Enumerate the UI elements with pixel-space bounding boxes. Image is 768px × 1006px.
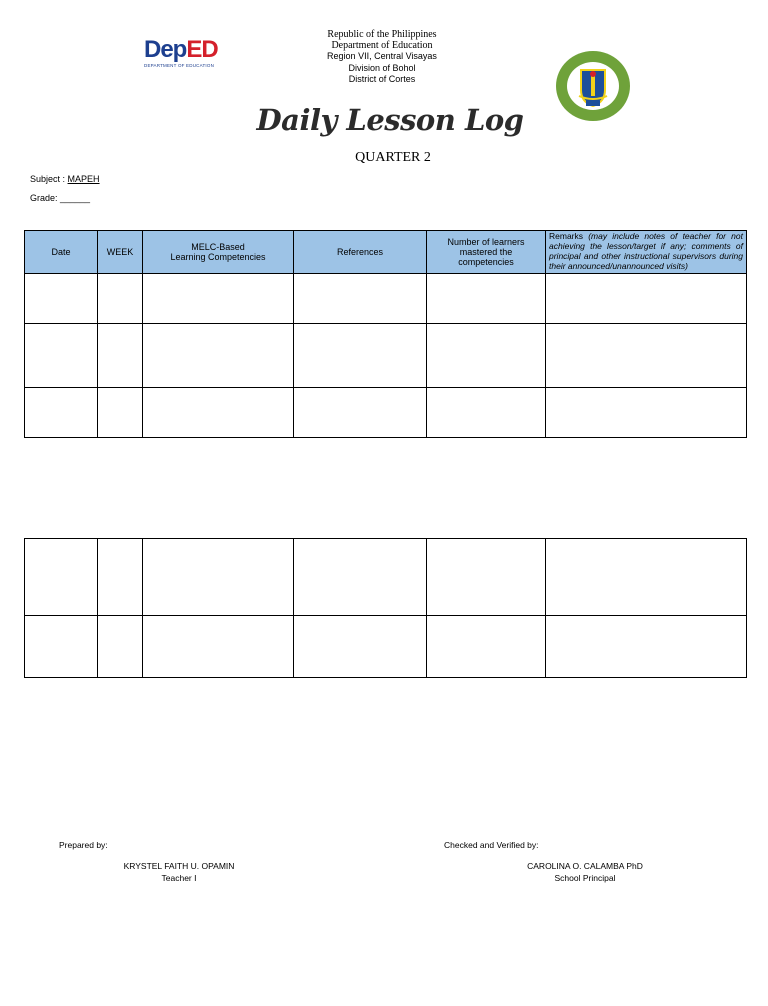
- checked-by-name: CAROLINA O. CALAMBA PhD: [527, 861, 643, 871]
- letterhead-line-department: Department of Education: [331, 40, 433, 52]
- subject-label: Subject :: [30, 174, 66, 184]
- cell-learners[interactable]: [427, 274, 546, 324]
- prepared-by-title: Teacher I: [161, 873, 197, 883]
- cell-learners[interactable]: [427, 616, 546, 678]
- header-learners-line2: mastered the: [459, 247, 513, 257]
- cell-remarks[interactable]: [546, 274, 747, 324]
- cell-references[interactable]: [294, 539, 427, 616]
- checked-by-block: [500, 860, 670, 884]
- cell-learners[interactable]: [427, 388, 546, 438]
- prepared-by-label: Prepared by:: [59, 840, 108, 850]
- cell-week[interactable]: [98, 539, 143, 616]
- header-remarks: [546, 231, 747, 274]
- table-row: [25, 539, 747, 616]
- letterhead-line-region: Region VII, Central Visayas: [327, 51, 437, 62]
- letterhead-line-division: Division of Bohol: [348, 62, 416, 73]
- table-row: [25, 388, 747, 438]
- table-row: [25, 324, 747, 388]
- cell-references[interactable]: [294, 324, 427, 388]
- school-seal-logo: [555, 50, 631, 122]
- cell-date[interactable]: [25, 274, 98, 324]
- grade-label: Grade:: [30, 193, 58, 203]
- cell-date[interactable]: [25, 539, 98, 616]
- header-week: WEEK: [98, 231, 143, 274]
- cell-learners[interactable]: [427, 324, 546, 388]
- header-date: Date: [25, 231, 98, 274]
- lesson-log-table-continued: [24, 538, 747, 678]
- header-remarks-note: (may include notes of teacher for not achieving the lesson/target if any; comments of principal and other instructional supervisors during their announced/unannounced visits): [549, 231, 743, 271]
- header-melc-line2: Learning Competencies: [170, 252, 266, 262]
- header-learners-line3: competencies: [458, 257, 514, 267]
- cell-date[interactable]: [25, 324, 98, 388]
- cell-references[interactable]: [294, 274, 427, 324]
- letterhead-line-republic: Republic of the Philippines: [327, 29, 437, 40]
- cell-melc[interactable]: [143, 274, 294, 324]
- cell-date[interactable]: [25, 616, 98, 678]
- letterhead: [282, 29, 482, 85]
- cell-references[interactable]: [294, 616, 427, 678]
- grade-line: [30, 193, 90, 203]
- header-learners: [427, 231, 546, 274]
- header-learners-line1: Number of learners: [447, 237, 525, 247]
- header-melc: [143, 231, 294, 274]
- subject-value: MAPEH: [67, 174, 100, 184]
- table-row: [25, 274, 747, 324]
- grade-value: ______: [60, 193, 91, 203]
- cell-remarks[interactable]: [546, 616, 747, 678]
- header-references: References: [294, 231, 427, 274]
- subject-line: [30, 174, 100, 184]
- cell-date[interactable]: [25, 388, 98, 438]
- cell-week[interactable]: [98, 388, 143, 438]
- cell-remarks[interactable]: [546, 539, 747, 616]
- cell-learners[interactable]: [427, 539, 546, 616]
- header-melc-line1: MELC-Based: [191, 242, 245, 252]
- cell-references[interactable]: [294, 388, 427, 438]
- document-title: Daily Lesson Log: [256, 103, 524, 137]
- deped-logo-text-ed: ED: [186, 36, 218, 63]
- header-remarks-label: Remarks: [549, 231, 584, 241]
- lesson-log-table: [24, 230, 747, 438]
- quarter-label: QUARTER 2: [355, 150, 431, 165]
- cell-melc[interactable]: [143, 539, 294, 616]
- deped-logo-text-dep: Dep: [144, 36, 187, 63]
- deped-logo: [144, 38, 218, 70]
- table-row: [25, 616, 747, 678]
- table-header-row: [25, 231, 747, 274]
- cell-week[interactable]: [98, 616, 143, 678]
- cell-remarks[interactable]: [546, 324, 747, 388]
- deped-logo-tagline: DEPARTMENT OF EDUCATION: [144, 63, 215, 68]
- cell-melc[interactable]: [143, 324, 294, 388]
- letterhead-line-district: District of Cortes: [348, 73, 416, 84]
- cell-melc[interactable]: [143, 616, 294, 678]
- checked-by-title: School Principal: [554, 873, 616, 883]
- prepared-by-name: KRYSTEL FAITH U. OPAMIN: [123, 861, 235, 871]
- prepared-by-block: [99, 860, 259, 884]
- cell-remarks[interactable]: [546, 388, 747, 438]
- cell-week[interactable]: [98, 274, 143, 324]
- cell-melc[interactable]: [143, 388, 294, 438]
- checked-by-label: Checked and Verified by:: [444, 840, 539, 850]
- cell-week[interactable]: [98, 324, 143, 388]
